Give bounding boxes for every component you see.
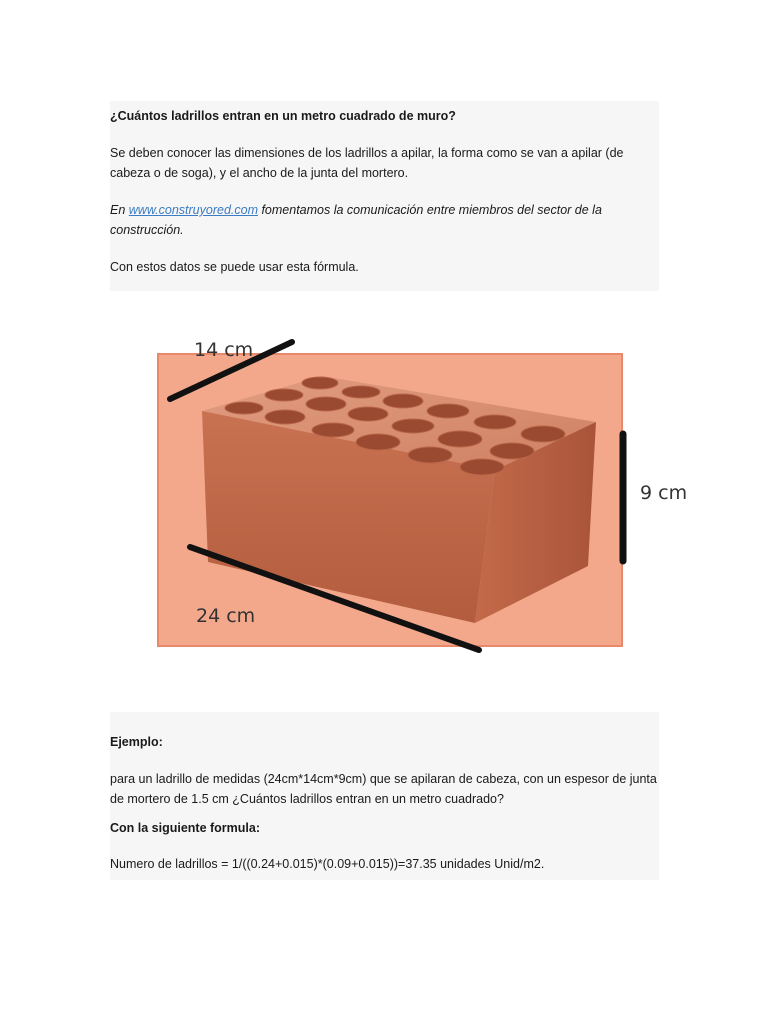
intro-paragraph-formula: Con estos datos se puede usar esta fórmula. <box>110 260 359 274</box>
hole <box>265 410 305 424</box>
example-section <box>110 712 659 880</box>
website-link[interactable]: www.construyored.com <box>128 203 258 217</box>
website-prefix: En <box>110 203 129 217</box>
hole <box>438 431 482 447</box>
hole <box>225 402 263 414</box>
intro-paragraph-dimensions: Se deben conocer las dimensiones de los ladrillos a apilar, la forma como se van a apilar (de cabeza o de soga), y el ancho de la junta del mortero. <box>110 146 624 180</box>
intro-section <box>110 101 659 291</box>
intro-heading: ¿Cuántos ladrillos entran en un metro cuadrado de muro? <box>110 109 456 123</box>
dimension-label-height: 9 cm <box>640 482 688 504</box>
hole <box>302 377 338 389</box>
formula-text: Numero de ladrillos = 1/((0.24+0.015)*(0.09+0.015))=37.35 unidades Unid/m2. <box>110 857 545 871</box>
hole <box>342 386 380 398</box>
hole <box>383 394 423 408</box>
hole <box>474 415 516 429</box>
intro-paragraph-website <box>110 200 659 240</box>
brick-illustration <box>110 300 710 700</box>
dimension-label-length: 24 cm <box>196 605 256 627</box>
website-suffix: fomentamos la comunicación entre miembros del sector de la construcción. <box>110 203 602 237</box>
hole <box>460 459 504 475</box>
hole <box>521 426 565 442</box>
hole <box>356 434 400 450</box>
example-heading: Ejemplo: <box>110 735 163 749</box>
hole <box>427 404 469 418</box>
dimension-label-width: 14 cm <box>194 339 254 361</box>
hole <box>490 443 534 459</box>
formula-heading: Con la siguiente formula: <box>110 821 261 835</box>
hole <box>392 419 434 433</box>
hole <box>408 447 452 463</box>
hole <box>306 397 346 411</box>
hole <box>312 423 354 437</box>
hole <box>265 389 303 401</box>
hole <box>348 407 388 421</box>
example-paragraph: para un ladrillo de medidas (24cm*14cm*9cm) que se apilaran de cabeza, con un espesor de junta de mortero de 1.5 cm ¿Cuántos ladrillos entran en un metro cuadrado? <box>110 772 657 806</box>
